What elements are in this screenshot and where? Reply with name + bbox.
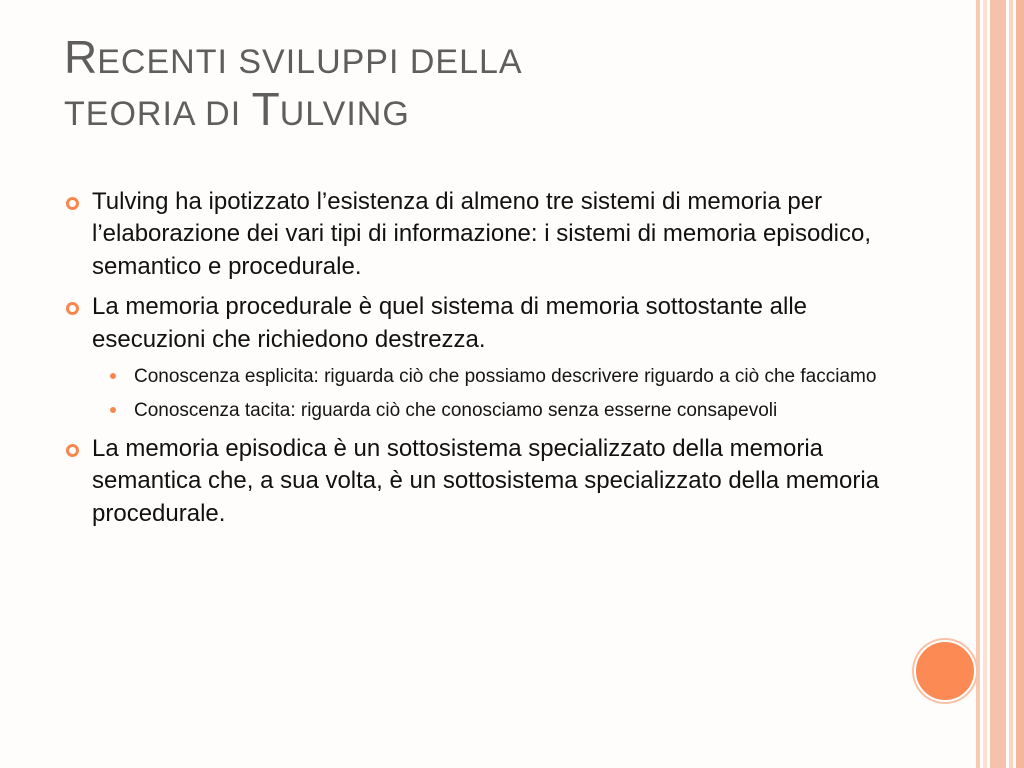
bullet-item bbox=[64, 186, 894, 283]
title-cap: R bbox=[64, 31, 98, 83]
title-text: TEORIA DI bbox=[64, 94, 252, 133]
title-line-2 bbox=[64, 84, 884, 136]
bullet-text: Tulving ha ipotizzato l’esistenza di almeno tre sistemi di memoria per l’elaborazione dei vari tipi di informazione: i sistemi di memoria episodico, semantico e procedurale. bbox=[92, 188, 872, 280]
ring-bullet-icon bbox=[66, 444, 79, 457]
decorative-circle bbox=[914, 640, 976, 702]
bullet-text: La memoria episodica è un sottosistema specializzato della memoria semantica che, a sua volta, è un sottosistema specializzato della memoria procedurale. bbox=[92, 434, 880, 527]
sub-bullet-text: Conoscenza tacita: riguarda ciò che conosciamo senza esserne consapevoli bbox=[134, 400, 778, 422]
title-text: ULVING bbox=[279, 94, 410, 133]
stripe bbox=[1016, 0, 1024, 768]
bullet-item bbox=[64, 291, 894, 356]
title-line-1 bbox=[64, 32, 884, 84]
sub-bullet-item bbox=[110, 364, 894, 389]
stripe bbox=[976, 0, 980, 768]
stripe bbox=[1009, 0, 1013, 768]
bullet-item bbox=[64, 433, 894, 530]
bullet-text: La memoria procedurale è quel sistema di memoria sottostante alle esecuzioni che richiedono destrezza. bbox=[92, 293, 808, 353]
ring-bullet-icon bbox=[66, 197, 79, 210]
dot-bullet-icon bbox=[110, 407, 116, 413]
slide-content bbox=[64, 186, 894, 538]
stripe bbox=[990, 0, 1006, 768]
dot-bullet-icon bbox=[110, 373, 116, 379]
slide-title bbox=[64, 32, 884, 135]
title-cap: T bbox=[251, 82, 280, 135]
ring-bullet-icon bbox=[66, 302, 79, 315]
sub-bullet-text: Conoscenza esplicita: riguarda ciò che possiamo descrivere riguardo a ciò che facciamo bbox=[134, 365, 877, 387]
title-text: ECENTI SVILUPPI DELLA bbox=[97, 43, 523, 81]
stripe bbox=[983, 0, 987, 768]
decorative-stripes bbox=[976, 0, 1024, 768]
sub-bullet-item bbox=[110, 398, 894, 423]
